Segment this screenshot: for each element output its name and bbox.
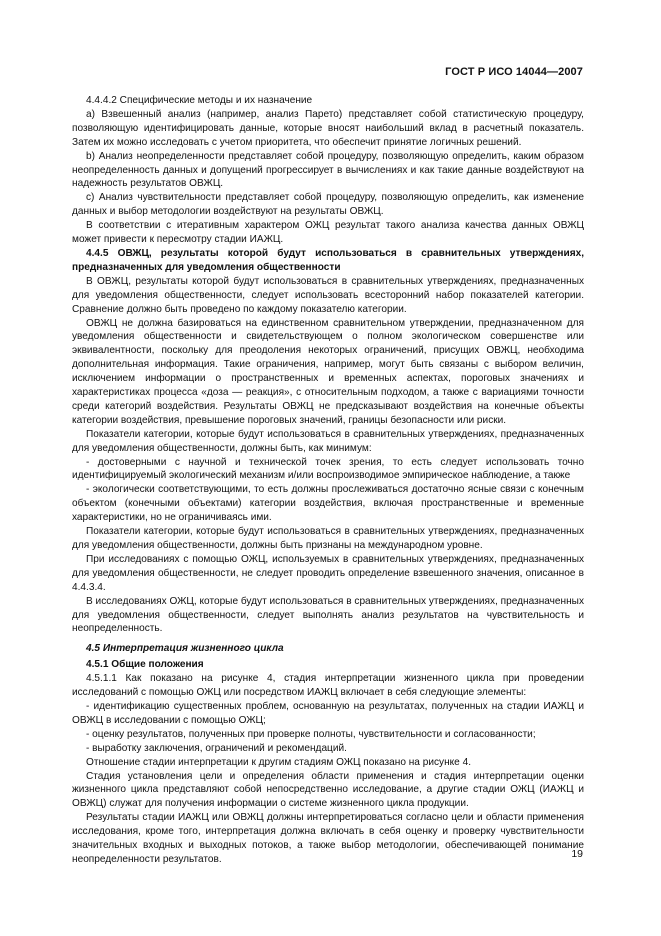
paragraph-4-5-1-4: Результаты стадии ИАЖЦ или ОВЖЦ должны интерпретироваться согласно цели и области применения исследования, кроме того, интерпретация должна включать в себя оценку и проверку чувствительности значительных входных и выходных потоков, а также выбор методологии, обеспечивающей понимание неопределенности результатов. — [72, 812, 584, 865]
paragraph-4-4-4-2-a: a) Взвешенный анализ (например, анализ Парето) представляет собой статистическую процедуру, позволяющую идентифицировать данные, которые вносят наибольший вклад в расчетный показатель. Затем их можно исследовать с учетом приоритета, что обеспечит принятие логичных решений. — [72, 108, 584, 148]
section-4-4-5-title: ОВЖЦ, результаты которой будут использоваться в сравнительных утверждениях, предназначенных для уведомления общественности — [72, 247, 584, 273]
paragraph-4-4-5-5: При исследованиях с помощью ОЖЦ, используемых в сравнительных утверждениях, предназначенных для уведомления общественности, не следует проводить определение взвешенного значения, описанное в 4.4.3.4. — [72, 553, 584, 593]
paragraph-4-4-4-2-d: В соответствии с итеративным характером ОЖЦ результат такого анализа качества данных ОВЖЦ может привести к пересмотру стадии ИАЖЦ. — [72, 220, 584, 246]
list-item-4-5-1-1: - идентификацию существенных проблем, основанную на результатах, полученных на стадии ИАЖЦ и ОВЖЦ в исследовании с помощью ОЖЦ; — [72, 700, 584, 726]
paragraph-4-4-5-6: В исследованиях ОЖЦ, которые будут использоваться в сравнительных утверждениях, предназначенных для уведомления общественности, следует выполнять анализ результатов на чувствительность и неопределенность. — [72, 595, 584, 635]
document-body — [72, 94, 584, 867]
section-4-4-4-2-title: 4.4.4.2 Специфические методы и их назначение — [86, 95, 313, 106]
paragraph-4-4-4-2-b: b) Анализ неопределенности представляет собой процедуру, позволяющую определить, каким образом неопределенность данных и допущений прогрессирует в вычислениях и как такие данные воздействуют на надежность результатов ОВЖЦ. — [72, 150, 584, 190]
section-4-5-number: 4.5 — [86, 643, 101, 655]
section-4-5-1-title: Общие положения — [111, 659, 204, 671]
paragraph-4-5-1-3: Стадия установления цели и определения области применения и стадия интерпретации оценки жизненного цикла представляют собой непосредственно исследование, а другие стадии ОЖЦ (ИАЖЦ и ОВЖЦ) служат для получения информации о системе жизненного цикла продукции. — [72, 770, 584, 810]
list-item-4-5-1-3: - выработку заключения, ограничений и рекомендаций. — [86, 742, 347, 754]
section-4-4-5-heading — [72, 247, 584, 275]
list-item-4-5-1-2: - оценку результатов, полученных при проверке полноты, чувствительности и согласованности; — [86, 728, 536, 740]
paragraph-4-5-1-1: 4.5.1.1 Как показано на рисунке 4, стадия интерпретации жизненного цикла при проведении исследований с помощью ОЖЦ или посредством ИАЖЦ включает в себя следующие элементы: — [72, 673, 584, 699]
paragraph-4-4-5-2: ОВЖЦ не должна базироваться на единственном сравнительном утверждении, предназначенном для уведомления общественности и свидетельствующем о полном экологическом совершенстве или эквивалентности, поскольку для преодоления некоторых ограничений, присущих ОВЖЦ, необходима дополнительная информация. Такие ограничения, например, могут быть связаны с выбором величин, исключением информации о пространственных и временных аспектах, пороговых значениях и характеристиках процесса «доза — реакция», с относительным подходом, а также с вариациями точности среди категорий воздействия. Результаты ОВЖЦ не предсказывают воздействия на конечные объекты категории воздействия, превышение пороговых значений, границы безопасности или риски. — [72, 317, 584, 426]
paragraph-4-4-5-4: Показатели категории, которые будут использоваться в сравнительных утверждениях, предназначенных для уведомления общественности, должны быть признаны на международном уровне. — [72, 526, 584, 551]
list-item-4-4-5-2: - экологически соответствующими, то есть должны прослеживаться достаточно ясные связи с конечным объектом (конечными объектами) категории воздействия, включая пространственные и временные характеристики, но не ограничиваясь ими. — [72, 484, 584, 524]
paragraph-4-4-5-1: В ОВЖЦ, результаты которой будут использоваться в сравнительных утверждениях, предназначенных для уведомления общественности, следует использовать всесторонний набор показателей категории. Сравнение должно быть проведено по каждому показателю категории. — [72, 275, 584, 315]
section-4-5-1-heading — [72, 658, 584, 672]
section-4-5-title: Интерпретация жизненного цикла — [102, 643, 284, 655]
paragraph-4-4-5-3: Показатели категории, которые будут использоваться в сравнительных утверждениях, предназначенных для уведомления общественности, должны быть, как минимум: — [72, 428, 584, 454]
section-4-5-1-number: 4.5.1 — [86, 659, 109, 671]
page-number: 19 — [571, 848, 583, 860]
paragraph-4-5-1-2: Отношение стадии интерпретации к другим стадиям ОЖЦ показано на рисунке 4. — [86, 756, 472, 768]
list-item-4-4-5-1: - достоверными с научной и технической точек зрения, то есть следует использовать точно идентифицируемый экологический механизм и/или воспроизводимое эмпирическое наблюдение, а также — [72, 456, 584, 482]
document-header: ГОСТ Р ИСО 14044—2007 — [445, 66, 583, 78]
section-4-4-5-number: 4.4.5 — [86, 247, 109, 259]
section-4-5-heading — [72, 642, 584, 656]
paragraph-4-4-4-2-c: c) Анализ чувствительности представляет собой процедуру, позволяющую определить, как изменение данных и выбор методологии воздействуют на результаты ОВЖЦ. — [72, 192, 584, 218]
